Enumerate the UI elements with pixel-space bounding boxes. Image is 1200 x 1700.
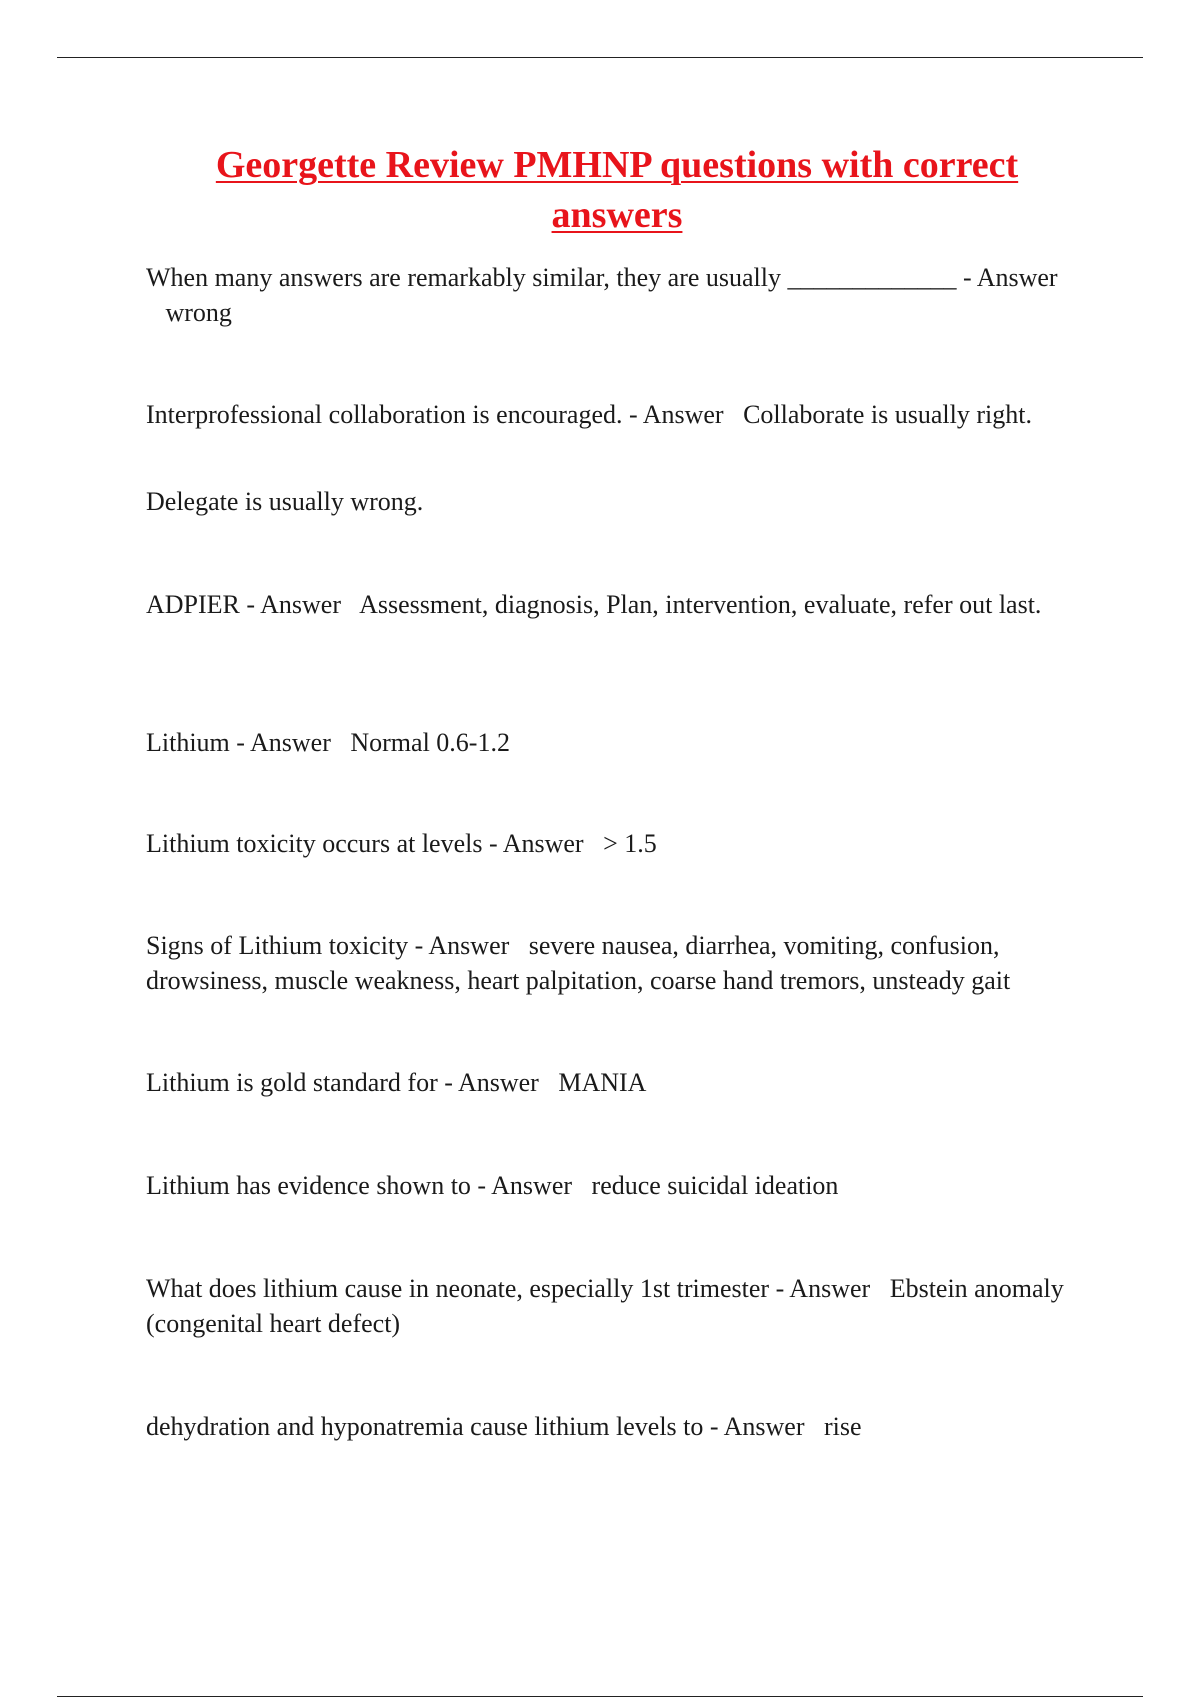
answer-text: > 1.5 (603, 829, 657, 858)
qa-item-2-extra (146, 484, 1096, 519)
bottom-rule (57, 1696, 1143, 1697)
question-text: ADPIER - Answer (146, 590, 341, 619)
qa-item-6 (146, 928, 1096, 998)
question-text: What does lithium cause in neonate, especially 1st trimester - Answer (146, 1274, 871, 1303)
answer-text-continued: Delegate is usually wrong. (146, 487, 424, 516)
qa-item-2 (146, 397, 1096, 432)
question-text: Lithium is gold standard for - Answer (146, 1068, 539, 1097)
answer-text: Assessment, diagnosis, Plan, intervention, evaluate, refer out last. (359, 590, 1042, 619)
qa-item-1 (146, 260, 1096, 330)
answer-text: MANIA (558, 1068, 647, 1097)
qa-item-3 (146, 587, 1096, 622)
answer-text: rise (824, 1412, 862, 1441)
document-title: Georgette Review PMHNP questions with correct answers (215, 144, 1019, 236)
qa-item-4 (146, 725, 1096, 760)
answer-text: wrong (165, 298, 232, 327)
answer-text: Collaborate is usually right. (743, 400, 1032, 429)
qa-item-8 (146, 1168, 1096, 1203)
question-text: Lithium toxicity occurs at levels - Answer (146, 829, 584, 858)
question-text: Lithium - Answer (146, 728, 331, 757)
answer-text: Normal 0.6-1.2 (350, 728, 510, 757)
question-text: Interprofessional collaboration is encouraged. - Answer (146, 400, 724, 429)
question-text: When many answers are remarkably similar, they are usually _____________ - Answer (146, 263, 1058, 292)
answer-text: reduce suicidal ideation (591, 1171, 839, 1200)
answer-text: severe nausea, diarrhea, vomiting, confusion, drowsiness, muscle weakness, heart palpitation, coarse hand tremors, unsteady gait (146, 931, 1011, 995)
qa-item-7 (146, 1065, 1096, 1100)
answer-text: Ebstein anomaly (congenital heart defect) (146, 1274, 1064, 1338)
qa-item-5 (146, 826, 1096, 861)
qa-item-10 (146, 1409, 1096, 1444)
question-text: Signs of Lithium toxicity - Answer (146, 931, 510, 960)
question-text: dehydration and hyponatremia cause lithium levels to - Answer (146, 1412, 805, 1441)
qa-item-9 (146, 1271, 1096, 1341)
question-text: Lithium has evidence shown to - Answer (146, 1171, 573, 1200)
top-rule (57, 57, 1143, 58)
